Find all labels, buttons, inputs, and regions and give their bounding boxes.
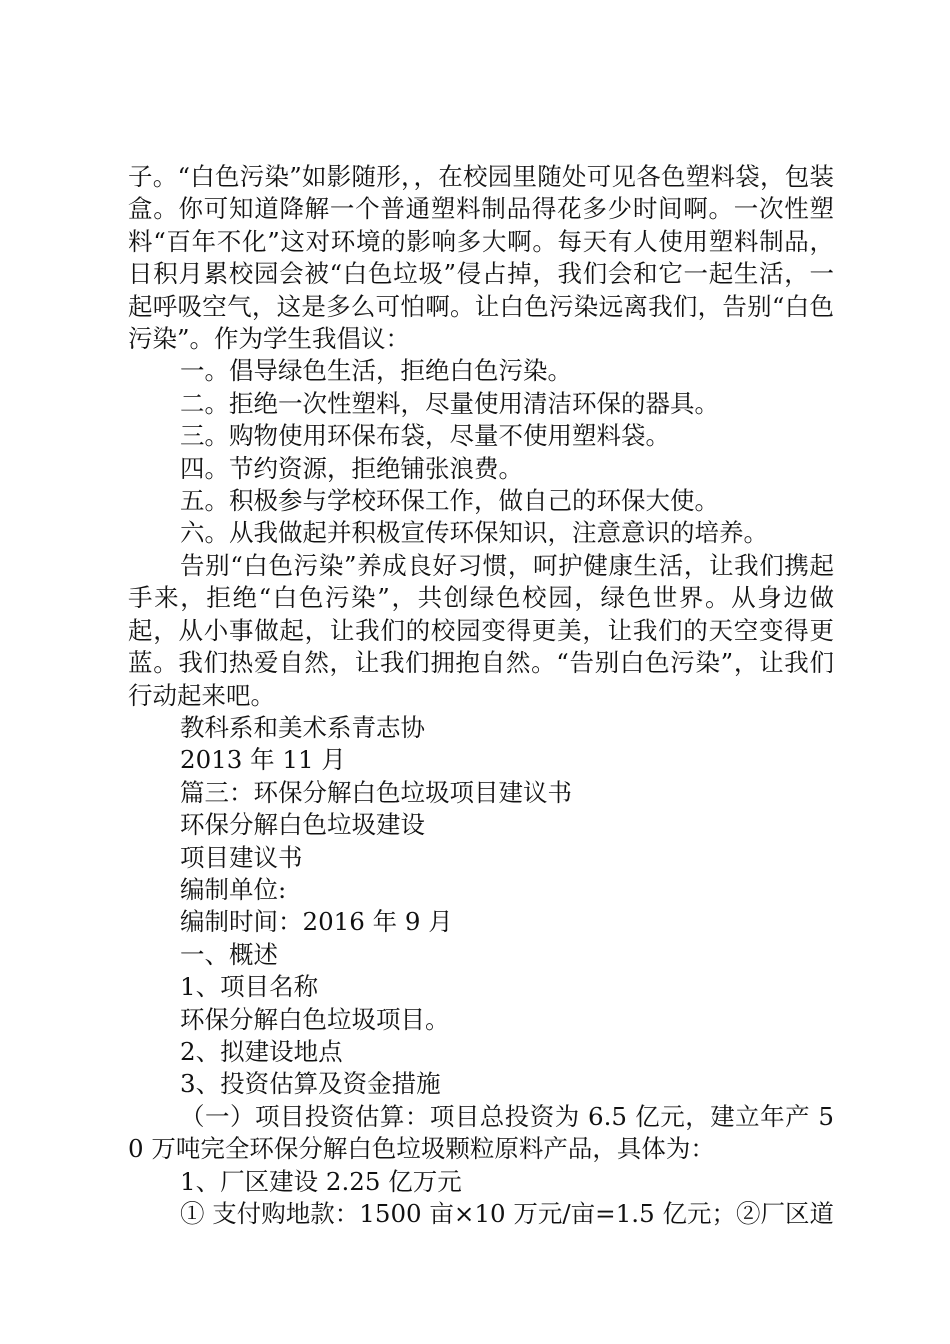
proposal-item-6: 六。从我做起并积极宣传环保知识，注意意识的培养。: [180, 518, 768, 548]
project-title-line-2: 项目建议书: [180, 842, 303, 872]
proposal-item-1: 一。倡导绿色生活，拒绝白色污染。: [180, 356, 572, 386]
project-name-text: 环保分解白色垃圾项目。: [180, 1004, 450, 1034]
signature-organization: 教科系和美术系青志协: [180, 712, 425, 742]
heading-location: 2、拟建设地点: [180, 1036, 343, 1066]
heading-project-name: 1、项目名称: [180, 972, 319, 1002]
proposal-item-4: 四。节约资源，拒绝铺张浪费。: [180, 453, 523, 483]
compiling-unit: 编制单位:: [180, 874, 287, 904]
compiling-date: 编制时间：2016 年 9 月: [180, 907, 453, 937]
section-title: 篇三：环保分解白色垃圾项目建议书: [180, 777, 572, 807]
plant-construction-line: 1、厂区建设 2.25 亿万元: [180, 1166, 462, 1196]
project-title-line-1: 环保分解白色垃圾建设: [180, 810, 425, 840]
investment-estimate-paragraph: （一）项目投资估算：项目总投资为 6.5 亿元，建立年产 50 万吨完全环保分解白色垃圾颗粒原料产品，具体为：: [128, 1101, 834, 1164]
signature-date: 2013 年 11 月: [180, 745, 346, 775]
heading-investment: 3、投资估算及资金措施: [180, 1069, 441, 1099]
land-payment-line: ① 支付购地款：1500 亩×10 万元/亩=1.5 亿元；②厂区道: [180, 1199, 834, 1228]
proposal-item-2: 二。拒绝一次性塑料，尽量使用清洁环保的器具。: [180, 388, 719, 418]
proposal-item-3: 三。购物使用环保布袋，尽量不使用塑料袋。: [180, 421, 670, 451]
proposal-item-5: 五。积极参与学校环保工作，做自己的环保大使。: [180, 486, 719, 516]
closing-paragraph: 告别“白色污染”养成良好习惯，呵护健康生活，让我们携起手来，拒绝“白色污染”，共创绿色校园，绿色世界。从身边做起，从小事做起，让我们的校园变得更美，让我们的天空变得更蓝。我们热爱自然，让我们拥抱自然。“告别白色污染”，让我们行动起来吧。: [128, 550, 834, 710]
intro-paragraph: 子。“白色污染”如影随形，，在校园里随处可见各色塑料袋，包装盒。你可知道降解一个普通塑料制品得花多少时间啊。一次性塑料“百年不化”这对环境的影响多大啊。每天有人使用塑料制品，日积月累校园会被“白色垃圾”侵占掉，我们会和它一起生活，一起呼吸空气，这是多么可怕啊。让白色污染远离我们，告别“白色污染”。作为学生我倡议：: [128, 162, 834, 354]
document-body: [128, 161, 834, 1230]
heading-overview: 一、概述: [180, 939, 278, 969]
